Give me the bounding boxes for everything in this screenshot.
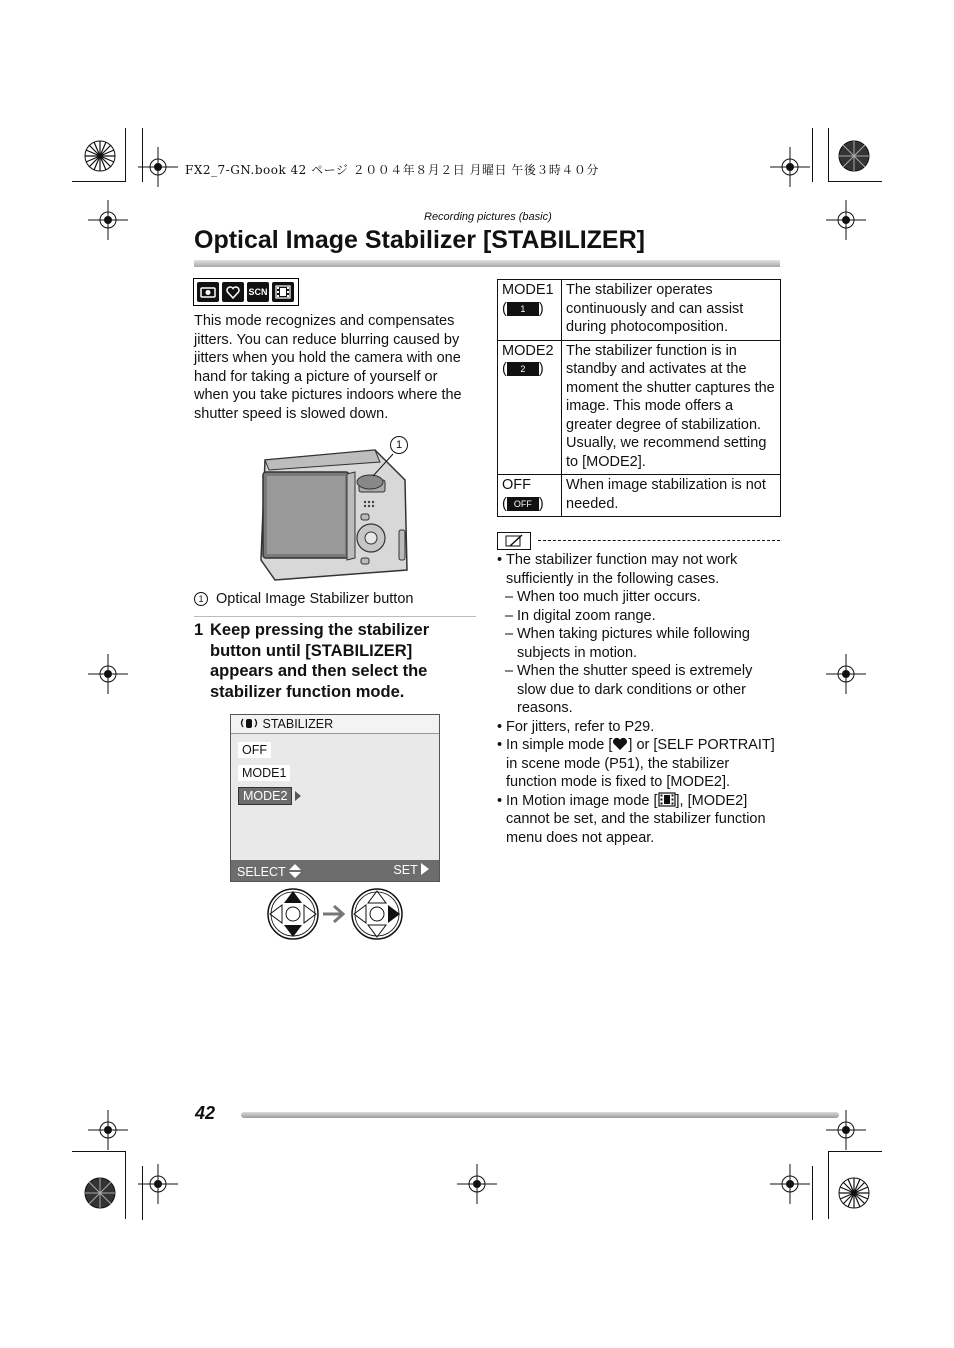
up-down-arrow-icon (289, 864, 301, 878)
footer-rule (241, 1112, 839, 1118)
stabilizer-hand-icon (239, 717, 259, 729)
crosshair-icon (88, 654, 128, 694)
intro-text: This mode recognizes and compensates jitters. You can reduce blurring caused by jitters when you hold the camera with one hand for taking a picture of yourself or when you take pictures indoors where the shutter speed is slowed down. (194, 313, 462, 422)
menu-item-off[interactable]: OFF (238, 742, 271, 758)
screen-header (231, 715, 439, 734)
footer-set (393, 863, 429, 877)
caption-number: 1 (194, 592, 208, 606)
dpad-up-down-icon (268, 889, 318, 939)
registration-mark-icon (834, 136, 874, 176)
note-text: ] or [SELF PORTRAIT] in scene mode (P51), the stabilizer function mode is fixed to [MODE2]. (506, 737, 775, 790)
note-text: The stabilizer function may not work sufficiently in the following cases. (506, 552, 738, 587)
mode-description: When image stabilization is not needed. (562, 475, 781, 517)
right-arrow-icon (421, 863, 429, 875)
crosshair-icon (770, 147, 810, 187)
table-row: MODE2 ( 2 ) The stabilizer function is in standby and activates at the moment the shutter captures the image. This mode offers a greater degree of stabilization. Usually, we recommend setting to [MODE2]. (498, 340, 781, 475)
list-item: • For jitters, refer to P29. (497, 718, 655, 735)
table-row: OFF ( OFF ) When image stabilization is not needed. (498, 475, 781, 517)
crosshair-icon (88, 1110, 128, 1150)
step-text: Keep pressing the stabilizer button until [STABILIZER] appears and then select the stabilizer function mode. (210, 621, 430, 701)
footer-select-label: SELECT (237, 865, 286, 879)
page-title: Optical Image Stabilizer [STABILIZER] (194, 226, 645, 254)
mode-name: MODE1 (502, 282, 554, 298)
list-item: – When taking pictures while following subjects in motion. (505, 626, 750, 661)
crosshair-icon (826, 200, 866, 240)
notes-list (497, 551, 782, 847)
footer-select (237, 864, 301, 879)
list-item: – When too much jitter occurs. (505, 589, 701, 605)
page-number: 42 (195, 1103, 216, 1123)
stabilizer-off-icon: OFF (507, 497, 539, 511)
mode-name: MODE2 (502, 342, 554, 359)
crosshair-icon (457, 1164, 497, 1204)
stabilizer-mode2-icon: 2 (507, 362, 539, 376)
callout-number: 1 (390, 436, 408, 454)
registration-mark-icon (80, 1173, 120, 1213)
stabilizer-modes-table (497, 279, 781, 517)
note-text: In simple mode [ (506, 737, 613, 753)
mode-description: The stabilizer function is in standby and activates at the moment the shutter captures the image. This mode offers a greater degree of stabilization. Usually, we recommend setting to [MODE2]. (562, 340, 781, 475)
menu-item-mode2[interactable]: MODE2 (238, 787, 292, 805)
camera-illustration (255, 440, 415, 585)
menu-item-mode1[interactable]: MODE1 (238, 765, 290, 781)
motion-image-icon (658, 792, 676, 807)
caption-text: Optical Image Stabilizer button (216, 591, 414, 607)
simple-mode-heart-icon (222, 282, 244, 302)
screen-footer (231, 860, 439, 881)
figure-caption (194, 591, 413, 607)
motion-image-mode-icon (272, 282, 294, 302)
list-item: • The stabilizer function may not work sufficiently in the following cases. (497, 552, 738, 587)
note-subtext: In digital zoom range. (517, 607, 656, 624)
stabilizer-mode1-icon: 1 (507, 302, 539, 316)
crosshair-icon (88, 200, 128, 240)
caption-divider (194, 616, 476, 617)
heart-icon (612, 737, 628, 751)
registration-mark-icon (80, 136, 120, 176)
note-subtext: When the shutter speed is extremely slow due to dark conditions or other reasons. (517, 663, 753, 716)
title-rule (194, 260, 780, 267)
mode-description: The stabilizer operates continuously and can assist during photocomposition. (562, 280, 781, 341)
crosshair-icon (138, 147, 178, 187)
mode-name: OFF (502, 477, 531, 493)
note-icon (497, 532, 531, 550)
file-header: FX2_7-GN.book 42 ページ ２００４年８月２日 月曜日 午後３時４０分 (185, 163, 599, 177)
dpad-right-icon (352, 889, 402, 939)
list-item: – In digital zoom range. (505, 607, 656, 624)
list-item: • In simple mode [ ] or [SELF PORTRAIT] in scene mode (P51), the stabilizer function mode is fixed to [MODE2]. (497, 737, 775, 790)
crosshair-icon (826, 654, 866, 694)
note-text: For jitters, refer to P29. (506, 718, 655, 735)
scene-mode-icon: SCN (247, 282, 269, 302)
step-number: 1 (194, 621, 204, 639)
screen-title: STABILIZER (262, 717, 334, 731)
note-divider (538, 540, 780, 541)
camera-mode-icon (197, 282, 219, 302)
note-subtext: When taking pictures while following subjects in motion. (517, 626, 750, 661)
note-text: ], [MODE2] cannot be set, and the stabilizer function menu does not appear. (506, 792, 766, 846)
list-item: – When the shutter speed is extremely slow due to dark conditions or other reasons. (505, 663, 753, 716)
registration-mark-icon (834, 1173, 874, 1213)
stabilizer-menu-screen (230, 714, 440, 882)
dpad-illustration (265, 886, 405, 944)
crosshair-icon (138, 1164, 178, 1204)
list-item: • In Motion image mode [ ], [MODE2] cannot be set, and the stabilizer function menu does not appear. (497, 792, 766, 846)
section-label: Recording pictures (basic) (424, 211, 552, 223)
table-row: MODE1 ( 1 ) The stabilizer operates continuously and can assist during photocomposition. (498, 280, 781, 341)
applicable-modes (193, 278, 299, 306)
note-subtext: When too much jitter occurs. (517, 589, 701, 605)
right-arrow-icon (295, 791, 301, 801)
note-text: In Motion image mode [ (506, 792, 658, 809)
crosshair-icon (770, 1164, 810, 1204)
footer-set-label: SET (393, 863, 418, 877)
